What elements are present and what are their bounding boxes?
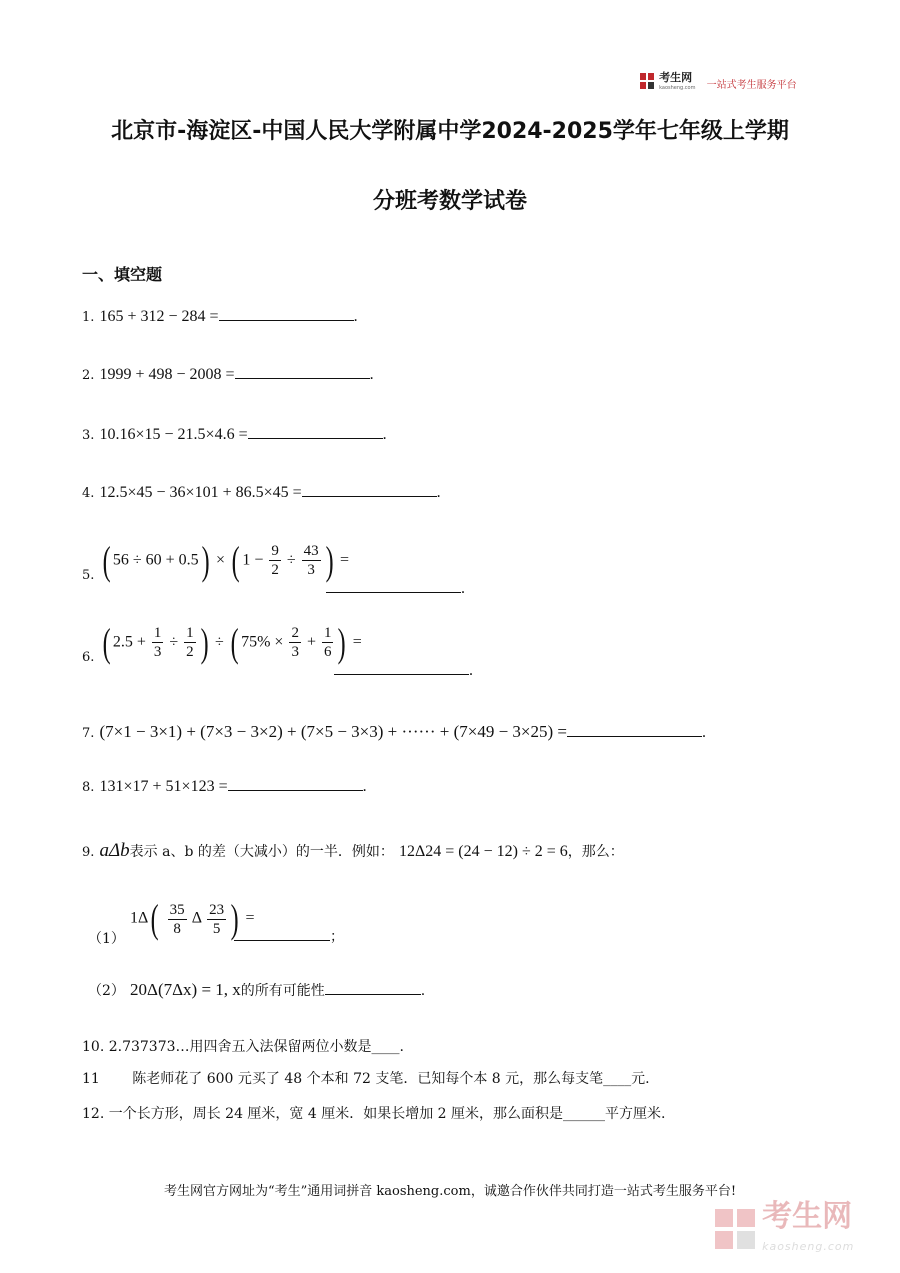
question-text: ，那么： [567, 844, 624, 860]
sub-question-label: （2） [88, 983, 125, 999]
question-number: 4. [82, 486, 95, 501]
period: . [353, 308, 358, 325]
answer-blank[interactable] [567, 722, 702, 737]
question-number: 6. [82, 650, 95, 665]
period: . [362, 778, 367, 795]
question-text: 陈老师花了 600 元买了 48 个本和 72 支笔．已知每个本 8 元，那么每支笔____元. [132, 1071, 650, 1087]
question-text: 表示 a、b 的差（大减小）的一半．例如： [129, 844, 394, 860]
fraction [289, 624, 301, 661]
operator: + [306, 633, 316, 651]
denominator: 3 [291, 644, 299, 660]
question-4 [82, 482, 441, 502]
question-number: 8. [82, 780, 95, 795]
fraction [302, 542, 321, 579]
period: . [702, 724, 706, 741]
denominator: 3 [153, 644, 162, 660]
right-paren: ) [338, 619, 347, 665]
numerator: 9 [271, 543, 279, 559]
right-paren: ) [200, 619, 209, 665]
question-2 [82, 364, 374, 384]
right-paren: ) [201, 537, 210, 583]
operator: ÷ [169, 633, 179, 651]
question-expression: (7×1 − 3×1) + (7×3 − 3×2) + (7×5 − 3×3) + ······ + (7×49 − 3×25) = [99, 722, 567, 741]
question-number: 9. [82, 845, 95, 860]
answer-blank[interactable] [219, 306, 354, 321]
answer-blank[interactable] [326, 578, 461, 593]
question-3 [82, 424, 387, 444]
page-title-line2: 分班考数学试卷 [372, 189, 527, 214]
question-9 [82, 840, 624, 862]
question-5-answer [326, 578, 465, 598]
operator: ÷ [214, 633, 224, 651]
numerator: 43 [303, 543, 319, 559]
question-7 [82, 722, 706, 742]
right-paren: ) [230, 896, 239, 941]
numerator: 35 [169, 901, 185, 918]
answer-blank[interactable] [325, 980, 421, 995]
fraction [207, 901, 226, 938]
operator: Δ [191, 909, 202, 927]
question-expression [100, 619, 362, 665]
left-paren: ( [230, 619, 239, 665]
period: . [420, 983, 426, 999]
right-paren: ) [325, 537, 334, 583]
operator: × [215, 551, 225, 569]
question-6 [82, 620, 362, 665]
question-expression: 1999 + 498 − 2008 = [99, 366, 235, 383]
left-paren: ( [102, 537, 111, 583]
logo-name: 考生网 kaosheng.com [659, 72, 695, 94]
expr-part: 1Δ [130, 909, 149, 927]
question-9-part-1 [88, 890, 255, 948]
question-11 [82, 1068, 650, 1088]
numerator: 1 [323, 625, 332, 641]
expr-part: 2.5 + [112, 633, 146, 651]
kaosheng-logo-icon [640, 73, 654, 93]
period: . [469, 662, 473, 679]
fraction [168, 901, 187, 938]
operator: ÷ [286, 551, 296, 569]
denominator: 6 [323, 644, 332, 660]
fraction [184, 624, 196, 661]
answer-blank[interactable] [334, 660, 469, 675]
period: . [461, 580, 465, 597]
equals: = [352, 633, 362, 651]
logo-domain: kaosheng.com [659, 85, 696, 91]
question-expression: 12.5×45 − 36×101 + 86.5×45 = [99, 484, 302, 501]
question-expression: 131×17 + 51×123 = [99, 778, 228, 795]
numerator: 1 [153, 625, 162, 641]
answer-blank[interactable] [235, 364, 370, 379]
period: . [382, 426, 387, 443]
watermark-domain: kaosheng.com [762, 1240, 855, 1253]
denominator: 5 [212, 920, 221, 937]
question-number: 2. [82, 368, 95, 383]
question-9-part-2 [88, 980, 425, 1000]
semicolon: ； [330, 929, 344, 945]
question-expression: 10.16×15 − 21.5×4.6 = [99, 426, 248, 443]
example-expression: 12Δ24 = (24 − 12) ÷ 2 = 6 [398, 843, 568, 860]
equals: = [245, 909, 255, 927]
numerator: 1 [186, 625, 194, 641]
operator-definition: aΔb [99, 840, 130, 861]
left-paren: ( [231, 537, 240, 583]
period: . [436, 484, 441, 501]
question-expression: 165 + 312 − 284 = [99, 308, 219, 325]
left-paren: ( [102, 619, 111, 665]
answer-blank[interactable] [248, 424, 383, 439]
question-text: 的所有可能性 [240, 983, 325, 999]
question-12: 12. 一个长方形，周长 24 厘米，宽 4 厘米．如果长增加 2 厘米，那么面积是______平方厘米. [82, 1106, 666, 1122]
fraction [322, 624, 334, 661]
question-8 [82, 776, 367, 796]
question-expression [100, 537, 350, 583]
question-10: 10. 2.737373…用四舍五入法保留两位小数是____. [82, 1039, 404, 1055]
page-title-line1: 北京市-海淀区-中国人民大学附属中学2024-2025学年七年级上学期 [111, 119, 789, 144]
watermark-name: 考生网 kaosheng.com [762, 1202, 854, 1262]
section-heading: 一、填空题 [82, 265, 163, 284]
fraction [152, 624, 164, 661]
logo-slogan: 一站式考生服务平台 [706, 79, 797, 91]
question-1 [82, 306, 358, 326]
period: . [369, 366, 374, 383]
question-number: 1. [82, 310, 95, 325]
question-number: 3. [82, 428, 95, 443]
answer-blank[interactable] [234, 926, 330, 941]
answer-blank[interactable] [228, 776, 363, 791]
question-9-part-1-answer [234, 926, 344, 946]
expr-part: 75% × [241, 633, 284, 651]
numerator: 2 [291, 625, 299, 641]
question-6-answer [334, 660, 473, 680]
expr-part: 56 ÷ 60 + 0.5 [112, 551, 199, 569]
equals: = [339, 551, 349, 569]
denominator: 2 [186, 644, 194, 660]
left-paren: ( [150, 896, 159, 941]
denominator: 2 [271, 562, 279, 578]
answer-blank[interactable] [302, 482, 437, 497]
sub-question-label: （1） [88, 931, 125, 947]
question-expression: 20Δ(7Δx) = 1, x [130, 980, 241, 999]
denominator: 8 [173, 920, 181, 937]
watermark [715, 1199, 855, 1262]
question-number: 5. [82, 568, 95, 583]
footer-note: 考生网官方网址为“考生”通用词拼音 kaosheng.com，诚邀合作伙伴共同打造一站式考生服务平台! [163, 1184, 737, 1199]
fraction [269, 542, 281, 579]
denominator: 3 [307, 562, 315, 578]
question-number: 7. [82, 726, 95, 741]
kaosheng-watermark-icon [715, 1209, 757, 1255]
question-number: 11 [82, 1071, 100, 1087]
numerator: 23 [209, 901, 225, 918]
question-5 [82, 538, 349, 583]
expr-part: 1 − [242, 551, 264, 569]
header-logo [640, 72, 797, 94]
